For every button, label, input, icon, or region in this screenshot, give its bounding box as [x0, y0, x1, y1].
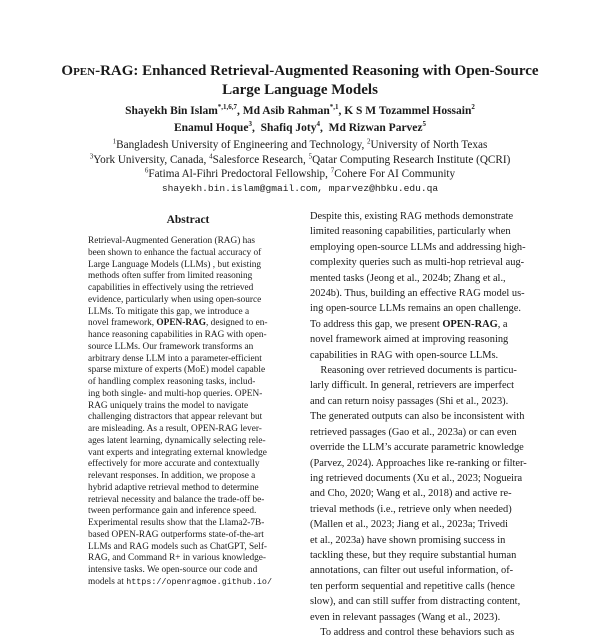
paper-title [30, 62, 570, 100]
intro-line: To address and control these behaviors such as [310, 626, 515, 638]
affiliation-line-2: $^3$York University, Canada, $^4$Salesforce Research, $^5$Qatar Computing Research Institute (QCRI) [89, 151, 511, 166]
author-4: Enamul Hoque$^3$ [173, 120, 252, 134]
intro-line: ten perform sequential and repetitive calls (hence [310, 580, 515, 592]
abstract-line: retrieval necessity and balance the trade-off be- [88, 494, 265, 505]
intro-line: larly difficult. In general, retrievers are imperfect [310, 380, 515, 392]
abstract-line: effectively for more accurate and contextually [88, 459, 260, 470]
author-3: K S M Tozammel Hossain$^2$ [344, 103, 475, 117]
abstract-line: based OPEN-RAG outperforms state-of-the-art [88, 529, 264, 540]
abstract-line: of handling complex reasoning tasks, includ- [88, 377, 256, 387]
intro-line: (Mallen et al., 2023; Jiang et al., 2023a; Trivedi [310, 519, 508, 531]
abstract-heading: Abstract [166, 214, 210, 226]
intro-line: retrieved passages (Gao et al., 2023a) or can even [310, 426, 517, 438]
abstract-line: sparse mixture of experts (MoE) model capable [88, 365, 266, 376]
project-link[interactable]: https://openragmoe.github.io/ [126, 576, 272, 587]
intro-line: Reasoning over retrieved documents is particu- [310, 365, 517, 377]
author-1: Shayekh Bin Islam$^{*,1,6,7}$ [125, 103, 238, 117]
abstract-line: hybrid adaptive retrieval method to determine [88, 482, 259, 493]
contact-email[interactable]: shayekh.bin.islam@gmail.com, mparvez@hbku.edu.qa [161, 182, 439, 194]
intro-line: and can return noisy passages (Shi et al., 2023). [310, 395, 509, 407]
intro-line: ing open-source LLMs remains an open challenge. [310, 303, 521, 315]
abstract-line: ages latent learning, dynamically selecting rele- [88, 435, 266, 446]
abstract-line: are misleading. As a result, OPEN-RAG lever- [88, 424, 262, 434]
abstract-line: intensive tasks. We open-source our code and [88, 565, 258, 575]
intro-line: and Cho, 2020; Wang et al., 2018) and active re- [310, 488, 512, 500]
intro-line: et al., 2023a) have shown promising success in [310, 534, 506, 546]
intro-line: To address this gap, we present OPEN-RAG, a [310, 318, 508, 330]
abstract-line: Experimental results show that the Llama2-7B- [88, 518, 265, 528]
abstract-line: methods often suffer from limited reasoning [88, 271, 253, 282]
abstract-line: Large Language Models (LLMs) , but existing [88, 259, 262, 270]
intro-line: 2024b). Thus, building an effective RAG model us- [310, 288, 525, 300]
intro-line: annotations, can filter out useful information, of- [310, 565, 514, 577]
abstract-line: challenging distractors that appear relevant but [88, 412, 263, 423]
intro-line: capabilities in RAG with open-source LLMs. [310, 349, 499, 361]
abstract-line: novel framework, OPEN-RAG, designed to en- [88, 318, 268, 329]
author-list: Shayekh Bin Islam$^{*,1,6,7}$, Md Asib Rahman$^{*,1}$, K S M Tozammel Hossain$^2$ Enamul Hoque$^3$, Shafiq Joty$^4$, Md Rizwan Parvez$^5$ [125, 103, 475, 134]
title-brand: Open-RAG [61, 63, 134, 79]
abstract-line: source LLMs. Our framework transforms an [88, 341, 254, 352]
title-line1: : Enhanced Retrieval-Augmented Reasoning with Open-Source [133, 63, 539, 79]
abstract-line: been shown to enhance the factual accuracy of [88, 247, 262, 258]
introduction-body [310, 209, 554, 640]
affiliation-line-1: $^1$Bangladesh University of Engineering and Technology, $^2$University of North Texas [112, 137, 488, 151]
intro-line: tackling these, but they require substantial human [310, 549, 517, 561]
abstract-line: LLMs. To mitigate this gap, we introduce a [88, 306, 250, 317]
abstract-line: tween performance gain and inference speed. [88, 506, 257, 517]
intro-line: trieval methods (i.e., retrieve only when needed) [310, 503, 512, 515]
intro-line: override the LLM’s accurate parametric knowledge [310, 442, 524, 454]
abstract-line: ing both single- and multi-hop queries. OPEN- [88, 388, 263, 399]
abstract-line: RAG, and Command R+ in various knowledge- [88, 553, 266, 564]
abstract-line: Retrieval-Augmented Generation (RAG) has [88, 236, 256, 246]
intro-line: mented tasks (Jeong et al., 2024b; Zhang et al., [310, 272, 506, 284]
title-line2: Large Language Models [222, 82, 378, 98]
abstract-line: hance reasoning capabilities in RAG with open- [88, 330, 267, 340]
author-2: Md Asib Rahman$^{*,1}$ [242, 103, 339, 117]
abstract-line: vant experts and integrating external knowledge [88, 447, 267, 458]
abstract-line: arbitrary dense LLM into a parameter-efficient [88, 353, 262, 364]
author-6: Md Rizwan Parvez$^5$ [328, 120, 427, 134]
intro-line: Despite this, existing RAG methods demonstrate [310, 211, 514, 222]
intro-line: novel framework aimed at improving reasoning [310, 334, 509, 346]
abstract-body [88, 236, 276, 589]
intro-line: even in relevant passages (Wang et al., 2023). [310, 611, 501, 623]
intro-line: complexity queries such as multi-hop retrieval aug- [310, 257, 525, 269]
abstract-line: RAG uniquely trains the model to navigate [88, 400, 249, 411]
affiliation-line-3: $^6$Fatima Al-Fihri Predoctoral Fellowship, $^7$Cohere For AI Community [144, 166, 456, 180]
intro-line: employing open-source LLMs and addressing high- [310, 241, 526, 253]
intro-line: slow), and can still suffer from distracting content, [310, 596, 521, 608]
intro-line: ing retrieved documents (Xu et al., 2023; Nogueira [310, 472, 523, 484]
abstract-line: models at https://openragmoe.github.io/ [88, 576, 272, 587]
affiliations [20, 138, 580, 196]
abstract-line: capabilities in effectively using the retrieved [88, 283, 254, 293]
abstract-line: relevant responses. In addition, we propose a [88, 471, 256, 481]
intro-line: (Parvez, 2024). Approaches like re-ranking or filter- [310, 457, 527, 469]
author-5: Shafiq Joty$^4$ [260, 120, 320, 134]
abstract-line: LLMs and RAG models such as ChatGPT, Self- [88, 541, 268, 552]
abstract-line: evidence, particularly when using open-source [88, 294, 262, 305]
intro-line: limited reasoning capabilities, particularly when [310, 226, 511, 238]
intro-line: The generated outputs can also be inconsistent with [310, 411, 525, 423]
